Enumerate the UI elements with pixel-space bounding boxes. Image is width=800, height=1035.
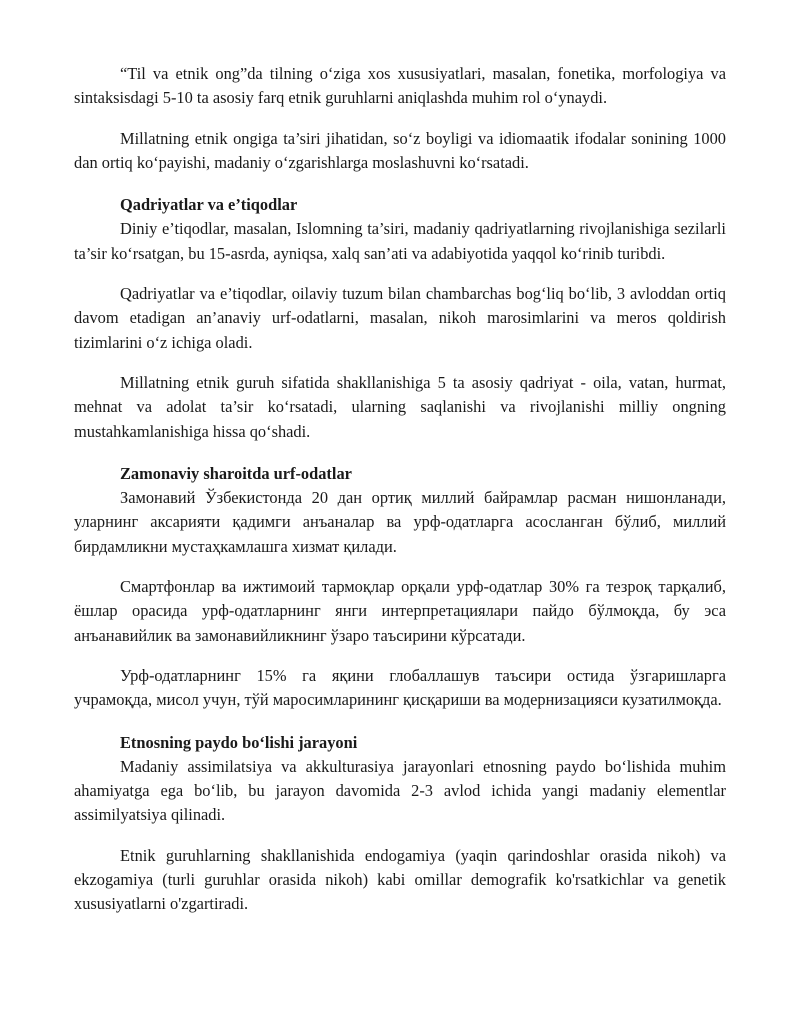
section-heading-values: Qadriyatlar va e’tiqodlar: [120, 195, 298, 215]
section-heading-ethnogenesis: Etnosning paydo bo‘lishi jarayoni: [120, 732, 358, 752]
paragraph-customs-3: Урф-одатларнинг 15% га яқини глобаллашув таъсири остида ўзгаришларга учрамоқда, мисол учун, тўй маросимларининг қисқариши ва модернизацияси кузатилмоқда.: [74, 665, 726, 710]
paragraph-customs-1: Замонавий Ўзбекистонда 20 дан ортиқ миллий байрамлар расман нишонланади, уларнинг аксарияти қадимги анъаналар ва урф-одатларга асосланган бўлиб, миллий бирдамликни мустаҳкамлашга хизмат қилади.: [74, 488, 726, 556]
paragraph-values-1: Diniy e’tiqodlar, masalan, Islomning ta’siri, madaniy qadriyatlarning rivojlanishiga sezilarli ta’sir ko‘rsatgan, bu 15-asrda, ayniqsa, xalq san’ati va adabiyotida yaqqol ko‘rinib turibdi.: [74, 219, 726, 263]
paragraph-customs-2: Смартфонлар ва ижтимоий тармоқлар орқали урф-одатлар 30% га тезроқ тарқалиб, ёшлар орасида урф-одатларнинг янги интерпретациялари пайдо бўлмоқда, бу эса анъанавийлик ва замонавийликнинг ўзаро таъсирини кўрсатади.: [74, 577, 726, 645]
paragraph-values-2: Qadriyatlar va e’tiqodlar, oilaviy tuzum bilan chambarchas bog‘liq bo‘lib, 3 avloddan ortiq davom etadigan an’anaviy urf-odatlarni, masalan, nikoh marosimlarini va meros qoldirish tizimlarini o‘z ichiga oladi.: [74, 284, 726, 352]
paragraph-intro-1: “Til va etnik ong”da tilning o‘ziga xos xususiyatlari, masalan, fonetika, morfologiya va sintaksisdagi 5-10 ta asosiy farq etnik guruhlarni aniqlashda muhim rol o‘ynaydi.: [74, 64, 726, 108]
paragraph-intro-2: Millatning etnik ongiga ta’siri jihatidan, so‘z boyligi va idiomaatik ifodalar sonining 1000 dan ortiq ko‘payishi, madaniy o‘zgarishlarga moslashuvni ko‘rsatadi.: [74, 128, 726, 172]
paragraph-ethnogenesis-1: Madaniy assimilatsiya va akkulturasiya jarayonlari etnosning paydo bo‘lishida muhim ahamiyatga ega bo‘lib, bu jarayon davomida 2-3 avlod ichida yangi madaniy elementlar assimilyatsiya qilinadi.: [74, 756, 726, 825]
section-heading-customs: Zamonaviy sharoitda urf-odatlar: [120, 463, 352, 483]
paragraph-values-3: Millatning etnik guruh sifatida shakllanishiga 5 ta asosiy qadriyat - oila, vatan, hurmat, mehnat va adolat ta’sir ko‘rsatadi, ularning saqlanishi va rivojlanishi milliy ongning mustahkamlanishiga hissa qo‘shadi.: [74, 372, 726, 441]
paragraph-ethnogenesis-2: Etnik guruhlarning shakllanishida endogamiya (yaqin qarindoshlar orasida nikoh) va ekzogamiya (turli guruhlar orasida nikoh) kabi omillar demografik ko'rsatkichlar va genetik xususiyatlarni o'zgartiradi.: [74, 845, 726, 914]
document-page: [74, 62, 726, 917]
